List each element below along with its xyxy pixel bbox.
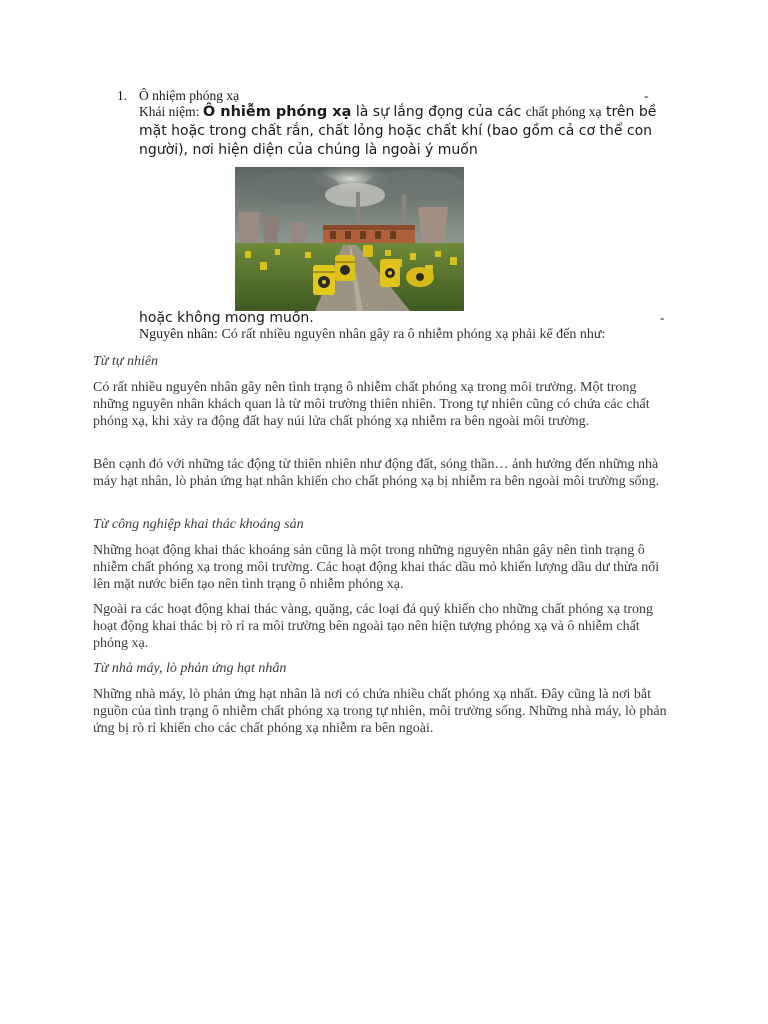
- section-title: Ô nhiệm phóng xạ: [139, 88, 240, 103]
- paragraph: Có rất nhiều nguyên nhân gây nên tình trạng ô nhiễm chất phóng xạ trong môi trường. Một trong những nguyên nhân khách quan là từ môi trường thiên nhiên. Trong tự nhiên cũng có chứa các chất phóng xạ, khi xảy ra động đất hay núi lửa chất phóng xạ nhiễm ra bên ngoài môi trường.: [93, 380, 650, 429]
- definition-paragraph: [139, 103, 674, 160]
- definition-text-end: hoặc không mong muốn.: [139, 310, 314, 326]
- section-natural: [93, 353, 673, 370]
- subheading: Từ tự nhiên: [93, 354, 159, 369]
- definition-term: Ô nhiễm phóng xạ: [202, 104, 352, 120]
- definition-label: Khái niệm:: [139, 104, 200, 119]
- list-number: 1.: [117, 88, 128, 103]
- paragraph: Bên cạnh đó với những tác động từ thiên nhiên như động đất, sóng thần… ảnh hưởng đến những nhà máy hạt nhân, lò phản ứng hạt nhân khiến cho chất phóng xạ bị nhiễm ra bên ngoài môi trường sống.: [93, 457, 660, 489]
- nuclear-plant-photo: [235, 167, 464, 311]
- paragraph: Những hoạt động khai thác khoáng sản cũng là một trong những nguyên nhân gây nên tình trạng ô nhiễm chất phóng xạ trong môi trường. Các hoạt động khai thác dầu mỏ khiến lượng dầu dư thừa nổi lên mặt nước biển tạo nên tình trạng ô nhiễm phóng xạ.: [93, 543, 660, 592]
- definition-end: [139, 310, 314, 327]
- definition-text-small: chất phóng xạ: [525, 104, 602, 119]
- paragraph: Ngoài ra các hoạt động khai thác vàng, quặng, các loại đá quý khiến cho những chất phóng xạ trong hoạt động khai thác bị rò rỉ ra môi trường bên ngoài tạo nên hiện tượng phóng xạ và ô nhiễm chất phóng xạ.: [93, 602, 654, 651]
- causes-label: Nguyên nhân:: [139, 327, 218, 342]
- definition-text-1: là sự lắng đọng của các: [351, 104, 526, 120]
- dash-marker: -: [660, 310, 665, 325]
- definition-text-2: trên bề mặt hoặc trong chất rắn, chất lỏng hoặc chất khí (bao gồm cả cơ thể con người), nơi hiện diện của chúng là ngoài ý muốn: [139, 104, 657, 158]
- causes-line: [139, 327, 605, 343]
- dash-marker: -: [644, 88, 649, 103]
- causes-text: Có rất nhiều nguyên nhân gây ra ô nhiễm phóng xạ phải kể đến như:: [217, 327, 606, 342]
- section-mining: [93, 516, 673, 533]
- section-nuclear-plant: [93, 660, 673, 677]
- subheading: Từ nhà máy, lò phản ứng hạt nhân: [93, 661, 287, 676]
- paragraph: Những nhà máy, lò phản ứng hạt nhân là nơi có chứa nhiều chất phóng xạ nhất. Đây cũng là nơi bắt nguồn của tình trạng ô nhiễm chất phóng xạ trong tự nhiên, môi trường sống. Những nhà máy, lò phản ứng bị rò rỉ khiến cho các chất phóng xạ nhiễm ra bên ngoài.: [93, 687, 667, 736]
- subheading: Từ công nghiệp khai thác khoáng sản: [93, 517, 304, 532]
